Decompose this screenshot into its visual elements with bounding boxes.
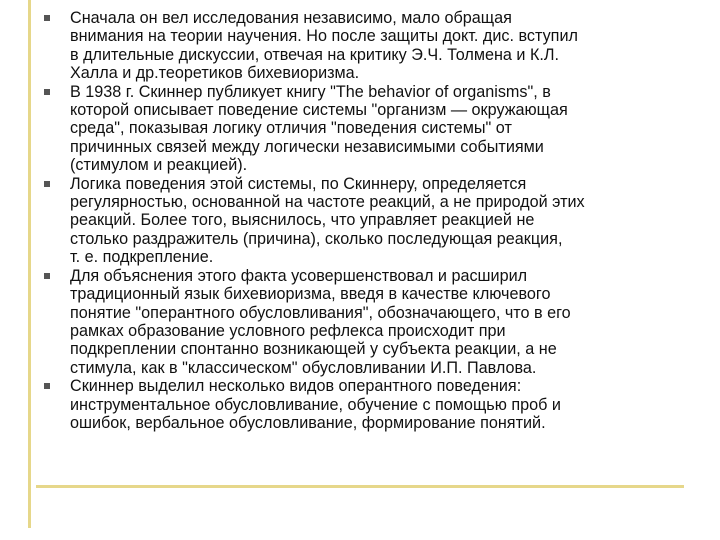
text-line: рамках образование условного рефлекса происходит при <box>70 321 506 340</box>
bullet-list <box>40 9 690 432</box>
text-line: инструментальное обусловливание, обучение с помощью проб и <box>70 395 561 414</box>
text-line: понятие "оперантного обусловливания", обозначающего, что в его <box>70 303 571 322</box>
text-line: среда", показывая логику отличия "поведения системы" от <box>70 119 512 138</box>
text-line: столько раздражитель (причина), сколько последующая реакция, <box>70 229 563 248</box>
text-line: (стимулом и реакцией). <box>70 156 248 175</box>
left-decorative-line <box>28 0 31 528</box>
square-bullet-icon <box>44 383 50 389</box>
text-line: внимания на теории научения. Но после защиты докт. дис. вступил <box>70 27 578 46</box>
text-line: регулярностью, основанной на частоте реакций, а не природой этих <box>70 193 585 212</box>
square-bullet-icon <box>44 273 50 279</box>
text-line: которой описывает поведение системы "организм — окружающая <box>70 101 568 120</box>
text-line: В 1938 г. Скиннер публикует книгу "The behavior of organisms", в <box>70 82 551 101</box>
text-line: Для объяснения этого факта усовершенствовал и расширил <box>70 266 528 285</box>
text-line: реакций. Более того, выяснилось, что управляет реакцией не <box>70 211 535 230</box>
text-line: Скиннер выделил несколько видов оперантного поведения: <box>70 377 522 396</box>
bullet-item <box>40 175 690 267</box>
text-line: Логика поведения этой системы, по Скиннеру, определяется <box>70 174 527 193</box>
bullet-item <box>40 267 690 377</box>
square-bullet-icon <box>44 181 50 187</box>
bullet-item <box>40 83 690 175</box>
bottom-decorative-line <box>36 485 684 488</box>
text-line: стимула, как в "классическом" обусловливании И.П. Павлова. <box>70 358 537 377</box>
text-line: Халла и др.теоретиков бихевиоризма. <box>70 64 360 83</box>
slide-content <box>40 9 690 432</box>
square-bullet-icon <box>44 89 50 95</box>
square-bullet-icon <box>44 15 50 21</box>
text-line: Сначала он вел исследования независимо, мало обращая <box>70 9 512 27</box>
text-line: причинных связей между логически независимыми событиями <box>70 137 544 156</box>
text-line: т. е. подкрепление. <box>70 248 214 267</box>
text-line: традиционный язык бихевиоризма, введя в качестве ключевого <box>70 285 551 304</box>
bullet-item <box>40 9 690 83</box>
text-line: подкреплении спонтанно возникающей у субъекта реакции, а не <box>70 340 557 359</box>
text-line: в длительные дискуссии, отвечая на критику Э.Ч. Толмена и К.Л. <box>70 45 560 64</box>
bullet-item <box>40 377 690 432</box>
text-line: ошибок, вербальное обусловливание, формирование понятий. <box>70 413 546 432</box>
